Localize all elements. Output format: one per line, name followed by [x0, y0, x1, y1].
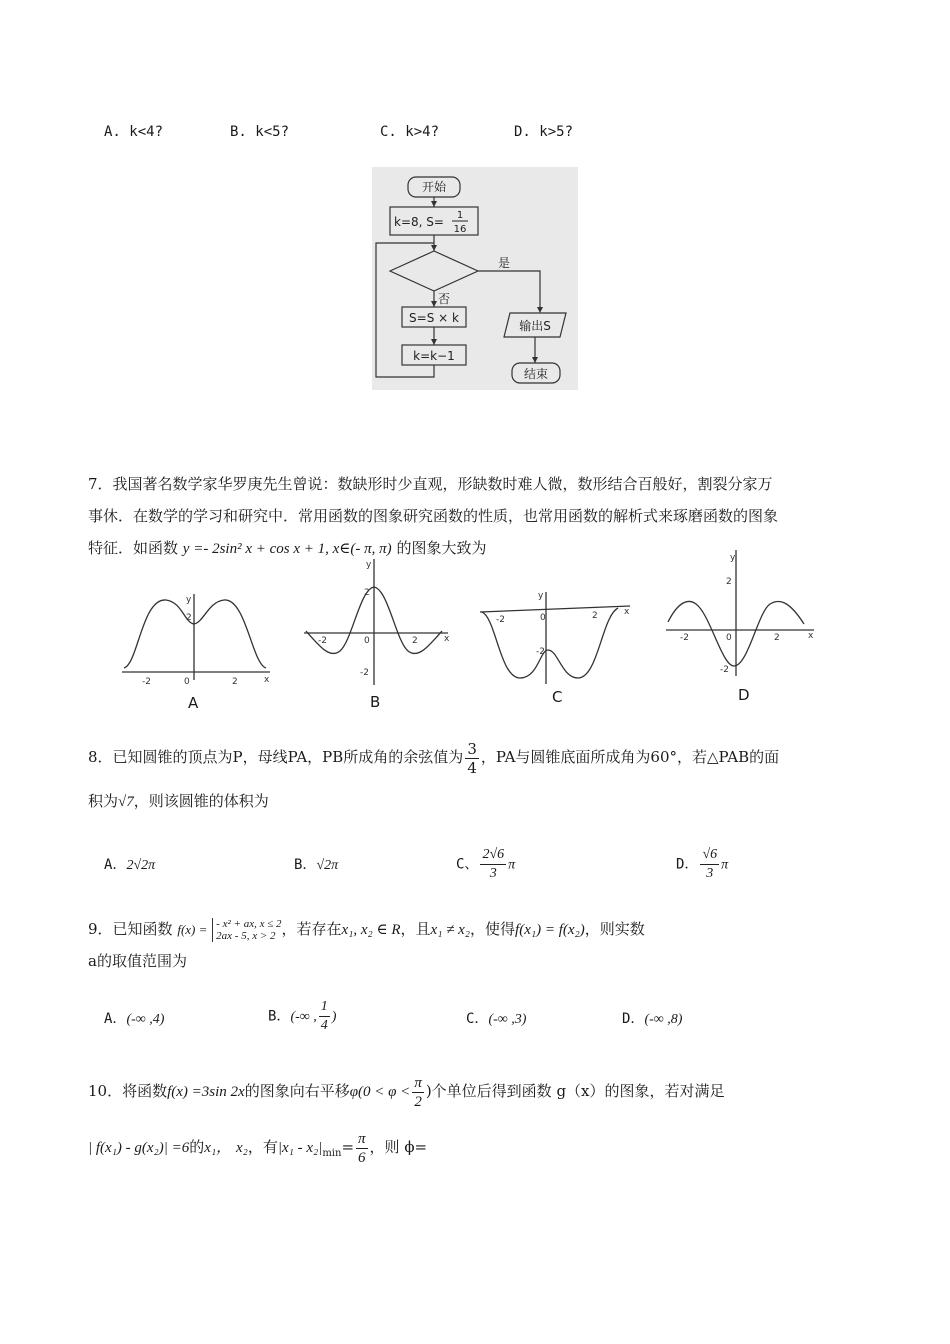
graph-b-label: B [370, 693, 381, 711]
graph-b-tick-y2: 2 [364, 588, 370, 598]
graph-b-y-label: y [366, 560, 372, 570]
q10-func: f(x) =3sin 2x [167, 1084, 245, 1100]
graph-a[interactable] [118, 590, 274, 710]
q10-text-pre: 10．将函数 [88, 1082, 168, 1100]
graph-a-plot [118, 590, 274, 710]
graph-d-label: D [738, 686, 750, 704]
q6-option-d[interactable]: D. k>5? [514, 124, 574, 140]
graph-d-y-label: y [730, 553, 736, 563]
q9-option-b[interactable]: B．(-∞ , $\frac{1}{4}$ ) [268, 999, 337, 1033]
flow-init-frac-num: 1 [456, 210, 464, 221]
graph-b-tick-yneg2: -2 [360, 668, 369, 678]
q10-min-sub: min [322, 1148, 342, 1159]
q9-options [0, 998, 950, 1042]
graph-b-x-label: x [444, 634, 450, 644]
q7-line3-post: 的图象大致为 [396, 539, 487, 557]
graph-c-label: C [552, 688, 563, 706]
q10-line1 [88, 1072, 725, 1111]
q9-case1: - x² + ax, x ≤ 2 [216, 918, 282, 930]
q7-line1: 7．我国著名数学家华罗庚先生曾说：数缺形时少直观，形缺数时难人微，数形结合百般好，割裂分家万 [88, 475, 773, 493]
graph-c-tick-2: 2 [592, 611, 598, 621]
q8-line2-post: ，则该圆锥的体积为 [133, 792, 269, 810]
q6-options [0, 124, 950, 148]
q8-text-pre: 8．已知圆锥的顶点为P，母线PA，PB所成角的余弦值为 [88, 748, 464, 766]
flow-step1-label: S=S × k [409, 311, 459, 325]
q9-vars: x₁, x₂ ∈ R [341, 922, 401, 938]
q8-frac [465, 740, 479, 777]
q9-case2: 2ax - 5, x > 2 [216, 930, 276, 942]
q10-end: ，则 ϕ= [369, 1138, 428, 1156]
graph-a-tick-neg2: -2 [142, 677, 151, 687]
q10-text-mid: 的图象向右平移 [244, 1082, 350, 1100]
q9-option-d[interactable]: D．(-∞ ,8) [622, 1011, 683, 1027]
graph-d-tick-yneg2: -2 [720, 665, 729, 675]
q7-line3-pre: 特征．如函数 [88, 539, 179, 557]
graph-a-y-label: y [186, 595, 192, 605]
q10-mid: 的 [189, 1138, 205, 1156]
flow-start-label: 开始 [421, 180, 447, 194]
q10-x1: x₁， [204, 1140, 232, 1156]
q9-text-pre: 9．已知函数 [88, 920, 173, 938]
graph-d-tick-2: 2 [774, 633, 780, 643]
q10-min: |x₁ - x₂| [277, 1140, 323, 1156]
graph-d-tick-0: 0 [726, 633, 732, 643]
q8-line2 [88, 790, 269, 811]
flow-decision-diamond [390, 251, 478, 291]
graph-b-tick-0: 0 [364, 636, 370, 646]
q8-option-b[interactable]: B．√2π [294, 857, 339, 873]
flow-no-label: 否 [438, 292, 451, 306]
q8-text-post: ，PA与圆锥底面所成角为60°，若△PAB的面 [480, 748, 780, 766]
q6-option-a[interactable]: A. k<4? [104, 124, 164, 140]
graph-c-tick-yneg2: -2 [536, 647, 545, 657]
q9-text-mid2: ，且 [400, 920, 431, 938]
graph-c-y-label: y [538, 591, 544, 601]
graph-b-tick-neg2: -2 [318, 636, 327, 646]
q10-frac: $\frac{\pi}{2}$ [414, 1074, 422, 1110]
graph-d[interactable] [662, 548, 818, 708]
flow-output-label: 输出S [519, 319, 551, 333]
q9-line2: a的取值范围为 [88, 952, 187, 970]
q9-option-c[interactable]: C．(-∞ ,3) [466, 1011, 527, 1027]
graph-a-tick-0: 0 [184, 677, 190, 687]
graph-c-plot [478, 588, 634, 688]
graph-b-plot [300, 555, 452, 695]
flowchart [372, 167, 578, 390]
q9-line1 [88, 914, 645, 945]
q8-line1 [88, 738, 779, 777]
flow-end-label: 结束 [523, 367, 549, 381]
q10-phi: φ(0 < φ < [349, 1084, 411, 1100]
q10-min-frac: $\frac{\pi}{6}$ [358, 1130, 366, 1166]
graph-d-x-label: x [808, 631, 814, 641]
graph-c-tick-0: 0 [540, 613, 546, 623]
q9-eq: f(x₁) = f(x₂) [515, 922, 585, 938]
graph-a-tick-y2: 2 [186, 613, 192, 623]
flow-step2-label: k=k−1 [413, 349, 455, 363]
flow-init-label: k=8, S= [394, 215, 444, 229]
graph-c[interactable] [478, 588, 634, 708]
graph-b-tick-2: 2 [412, 636, 418, 646]
q9-text-post: ，则实数 [584, 920, 645, 938]
graph-c-x-label: x [624, 607, 630, 617]
q9-text-mid3: ，使得 [470, 920, 516, 938]
q8-option-d[interactable]: D． $\frac{√6}{3}$ π [676, 847, 729, 881]
q8-options [0, 846, 950, 890]
graph-a-tick-2: 2 [232, 677, 238, 687]
q8-frac-den: 4 [467, 758, 477, 777]
graph-d-tick-y2: 2 [726, 577, 732, 587]
q10-x2: x₂ [235, 1140, 248, 1156]
q9-func: f(x) = [177, 922, 208, 937]
graph-b[interactable] [300, 555, 452, 710]
graph-a-x-label: x [264, 675, 270, 685]
graph-c-tick-neg2: -2 [496, 615, 505, 625]
q8-frac-num: 3 [467, 739, 477, 758]
graph-d-tick-neg2: -2 [680, 633, 689, 643]
q8-sqrt7: √7 [118, 794, 134, 810]
graph-a-label: A [188, 694, 199, 712]
q10-have: ，有 [247, 1138, 278, 1156]
q9-cases [212, 918, 281, 942]
q7-line2: 事休．在数学的学习和研究中．常用函数的图象研究函数的性质，也常用函数的解析式来琢磨函数的图象 [88, 507, 779, 525]
q10-eq: = [341, 1138, 355, 1156]
q8-option-a[interactable]: A．2√2π [104, 857, 156, 873]
q8-line2-pre: 积为 [88, 792, 119, 810]
flow-yes-label: 是 [498, 256, 511, 270]
q10-text-post: )个单位后得到函数 g（x）的图象，若对满足 [425, 1082, 725, 1100]
flow-init-frac-den: 16 [453, 224, 467, 235]
graph-d-plot [662, 548, 818, 684]
q10-line2 [88, 1128, 427, 1173]
q9-neq: x₁ ≠ x₂ [430, 922, 471, 938]
q7-formula: y =- 2sin² x + cos x + 1, x∈(- π, π) [182, 541, 392, 557]
q9-text-mid: ，若存在 [281, 920, 342, 938]
q9-option-a[interactable]: A．(-∞ ,4) [104, 1011, 165, 1027]
q6-option-b[interactable]: B. k<5? [230, 124, 290, 140]
q10-abs: | f(x₁) - g(x₂)| =6 [88, 1140, 190, 1156]
q8-option-c[interactable]: C、 $\frac{2√6}{3}$ π [456, 847, 516, 881]
q6-option-c[interactable]: C. k>4? [380, 124, 440, 140]
